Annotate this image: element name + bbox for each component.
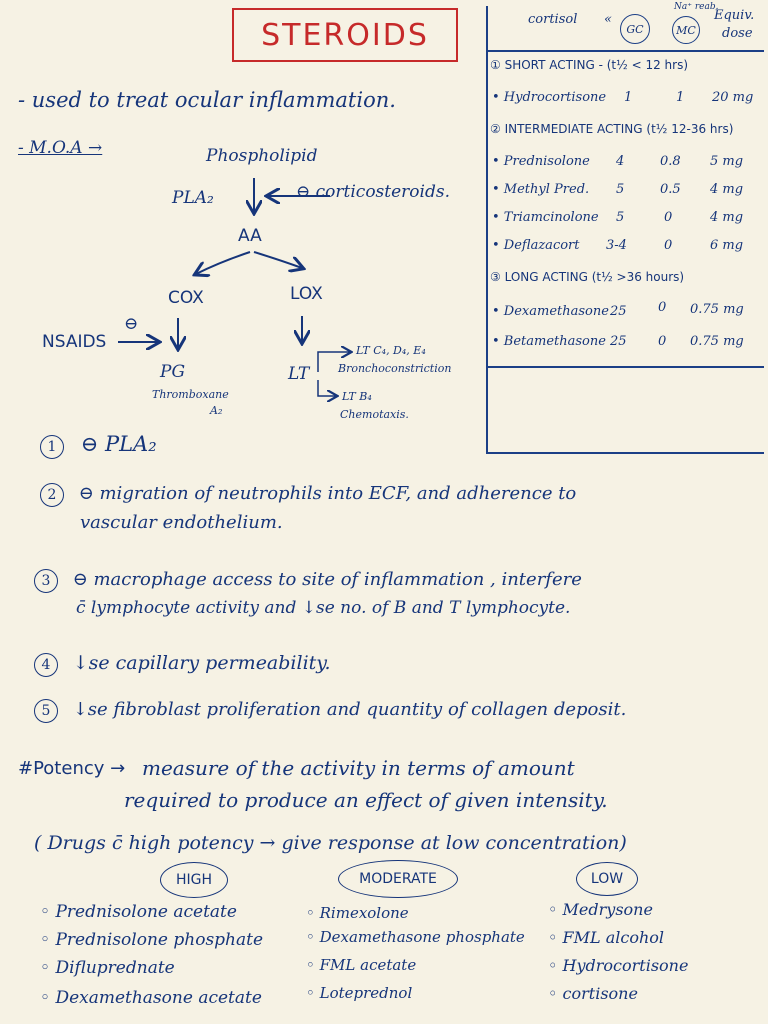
table-row-dose: 4 mg [710,210,744,225]
moderate-potency-header [338,860,458,898]
moa-num: 4 [34,653,58,677]
list-item: ◦ Difluprednate [40,958,175,978]
high-potency-header [160,862,228,898]
list-item: ◦ Dexamethasone phosphate [306,928,525,946]
moa-text: ↓se capillary permeability. [72,652,331,674]
chemotaxis-label: Chemotaxis. [340,408,409,421]
moa-num: 1 [40,435,64,459]
list-item: ◦ Hydrocortisone [548,956,688,975]
cox-label: COX [168,288,204,308]
table-row-mc: 1 [676,90,685,105]
potency-def-2: required to produce an effect of given intensity. [124,788,608,812]
table-row-dose: 0.75 mg [690,302,744,317]
table-row-gc: 5 [616,182,625,197]
low-potency-header [576,862,638,896]
table-row-drug: • Deflazacort [492,238,580,253]
table-row-mc: 0 [664,238,673,253]
table-bottom-divider [486,366,764,368]
thromboxane-label: Thromboxane [152,388,229,401]
thromboxane-sub-label: A₂ [210,404,223,417]
moa-num: 3 [34,569,58,593]
table-row-dose: 20 mg [712,90,754,105]
short-acting-title: ① SHORT ACTING - (t½ < 12 hrs) [490,58,689,72]
table-row-dose: 6 mg [710,238,744,253]
na-reab-label: Na⁺ reab. [674,2,719,12]
table-row-mc: 0 [664,210,673,225]
moa-point-3 [34,566,582,593]
moa-num: 5 [34,699,58,723]
list-item: ◦ cortisone [548,984,638,1003]
nsaids-label: NSAIDS [42,332,107,352]
moa-point-2-cont: vascular endothelium. [80,512,283,533]
moa-text: ⊖ macrophage access to site of inflammation , interfere [72,569,582,590]
list-item: ◦ Prednisolone acetate [40,902,237,922]
dose-label: dose [722,26,753,41]
list-item: ◦ Rimexolone [306,904,409,922]
phospholipid-label: Phospholipid [206,146,318,166]
table-row-mc: 0 [658,300,667,315]
equiv-label: Equiv. [714,8,755,23]
table-row-dose: 0.75 mg [690,334,744,349]
list-item: ◦ FML alcohol [548,928,664,947]
table-row-gc: 5 [616,210,625,225]
steroid-table [486,6,764,454]
table-row-drug: • Prednisolone [492,154,590,169]
potency-label: #Potency → [18,758,126,779]
table-row-drug: • Hydrocortisone [492,90,607,105]
moa-text: ↓se fibroblast proliferation and quantity of collagen deposit. [72,699,627,720]
gc-header [620,14,650,44]
moa-num: 2 [40,483,64,507]
table-row-mc: 0.5 [660,182,681,197]
nsaids-inhibit-icon: ⊖ [124,314,139,334]
list-item: ◦ FML acetate [306,956,416,974]
potency-def-1: measure of the activity in terms of amount [142,756,575,780]
mc-header-text: MC [676,23,696,37]
list-item: ◦ Loteprednol [306,984,412,1002]
table-row-drug: • Triamcinolone [492,210,599,225]
table-row-mc: 0 [658,334,667,349]
moa-point-1 [40,432,157,459]
lt-label: LT [288,364,310,384]
table-row-gc: 25 [610,304,627,319]
moa-point-4 [34,650,331,677]
corticosteroids-label: ⊖ corticosteroids. [296,182,450,202]
table-row-drug: • Betamethasone [492,334,606,349]
moa-text: ⊖ PLA₂ [80,432,157,456]
table-row-dose: 4 mg [710,182,744,197]
intro-use: - used to treat ocular inflammation. [18,88,396,112]
table-row-mc: 0.8 [660,154,681,169]
bronchoconstriction-label: Bronchoconstriction [338,362,452,375]
pg-label: PG [160,362,186,382]
aa-label: AA [238,226,262,246]
long-acting-title: ③ LONG ACTING (t½ >36 hours) [490,270,685,284]
table-row-gc: 3-4 [606,238,627,253]
moa-point-2 [40,480,576,507]
table-row-drug: • Dexamethasone [492,304,609,319]
lox-label: LOX [290,284,323,304]
moderate-label: MODERATE [359,871,437,887]
compare-icon: « [604,12,612,27]
table-row-dose: 5 mg [710,154,744,169]
table-row-gc: 4 [616,154,625,169]
title-text: STEROIDS [261,17,429,53]
high-label: HIGH [175,872,213,888]
intro-moa: - M.O.A → [18,138,103,158]
cortisol-label: cortisol [528,12,578,27]
lt-c4-label: LT C₄, D₄, E₄ [356,344,426,357]
mc-header [672,16,700,44]
moa-point-3-cont: c̄ lymphocyte activity and ↓se no. of B and T lymphocyte. [76,598,571,618]
moa-point-5 [34,696,626,723]
list-item: ◦ Medrysone [548,900,653,919]
table-header-divider [486,50,764,52]
gc-header-text: GC [626,22,644,36]
intermediate-acting-title: ② INTERMEDIATE ACTING (t½ 12-36 hrs) [490,122,734,136]
table-row-gc: 1 [624,90,633,105]
list-item: ◦ Dexamethasone acetate [40,988,262,1008]
potency-note: ( Drugs c̄ high potency → give response at low concentration) [34,832,627,854]
low-label: LOW [590,871,624,887]
table-row-gc: 25 [610,334,627,349]
moa-text: ⊖ migration of neutrophils into ECF, and adherence to [78,483,577,504]
table-row-drug: • Methyl Pred. [492,182,590,197]
list-item: ◦ Prednisolone phosphate [40,930,263,950]
lt-b4-label: LT B₄ [342,390,372,403]
pla2-label: PLA₂ [172,188,214,208]
